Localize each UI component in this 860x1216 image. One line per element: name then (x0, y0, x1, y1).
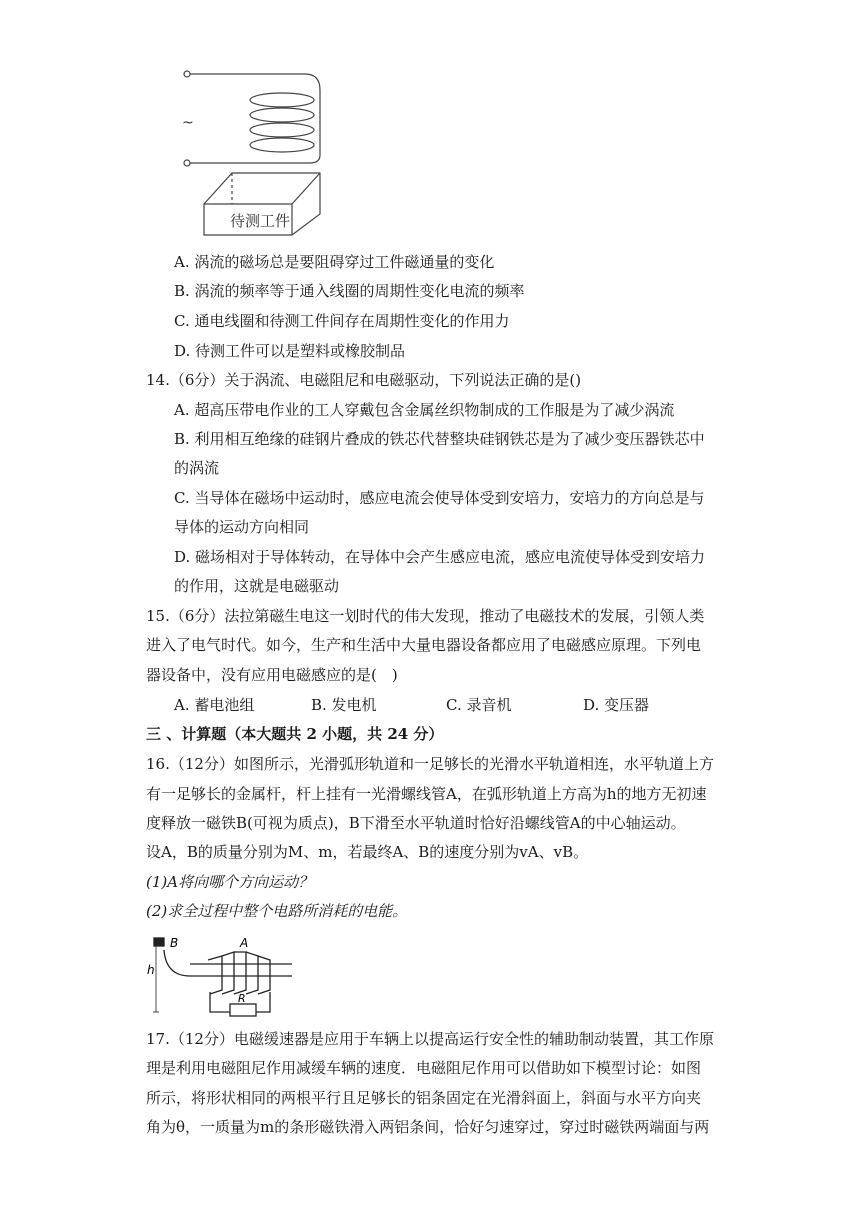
coil-workpiece-figure (170, 60, 340, 240)
q16-figure (146, 934, 296, 1020)
q13-option-a: A. 涡流的磁场总是要阻碍穿过工件磁通量的变化 (174, 253, 495, 271)
q13-option-b: B. 涡流的频率等于通入线圈的周期性变化电流的频率 (174, 282, 525, 300)
section-3-title: 三 、计算题（本大题共 2 小题，共 24 分） (146, 725, 444, 743)
q16-stem-line2: 有一足够长的金属杆，杆上挂有一光滑螺线管A，在弧形轨道上方高为h的地方无初速 (146, 785, 707, 803)
resistor-label-r: R (238, 992, 246, 1005)
q14-option-c-line2: 导体的运动方向相同 (174, 518, 310, 536)
q13-option-c: C. 通电线圈和待测工件间存在周期性变化的作用力 (174, 312, 510, 330)
q15-stem-line2: 进入了电气时代。如今，生产和生活中大量电器设备都应用了电磁感应原理。下列电 (146, 636, 702, 654)
q15-option-b: B. 发电机 (311, 696, 377, 714)
q16-stem-line4: 设A，B的质量分别为M、m，若最终A、B的速度分别为vA、vB。 (146, 843, 589, 861)
q14-option-b-line2: 的涡流 (174, 459, 220, 477)
q14-option-a: A. 超高压带电作业的工人穿戴包含金属丝织物制成的工作服是为了减少涡流 (174, 401, 675, 419)
q17-stem-line3: 所示，将形状相同的两根平行且足够长的铝条固定在光滑斜面上，斜面与水平方向夹 (146, 1089, 702, 1107)
q14-option-b-line1: B. 利用相互绝缘的硅钢片叠成的铁芯代替整块硅钢铁芯是为了减少变压器铁芯中 (174, 430, 705, 448)
magnet-label-b: B (170, 936, 179, 950)
q17-stem-line4: 角为θ，一质量为m的条形磁铁滑入两铝条间，恰好匀速穿过，穿过时磁铁两端面与两 (146, 1118, 710, 1136)
workpiece-label: 待测工件 (230, 212, 291, 230)
q15-stem-line3: 器设备中，没有应用电磁感应的是( ) (146, 666, 398, 684)
solenoid-label-a: A (240, 936, 249, 950)
q14-option-d-line1: D. 磁场相对于导体转动，在导体中会产生感应电流，感应电流使导体受到安培力 (174, 548, 706, 566)
ac-source-symbol: ~ (182, 115, 194, 131)
q16-part-1: (1)A将向哪个方向运动？ (146, 873, 314, 891)
q17-stem-line1: 17.（12分）电磁缓速器是应用于车辆上以提高运行安全性的辅助制动装置，其工作原 (146, 1030, 714, 1048)
height-label-h: h (147, 963, 155, 977)
q17-stem-line2: 理是利用电磁阻尼作用减缓车辆的速度．电磁阻尼作用可以借助如下模型讨论：如图 (146, 1059, 702, 1077)
q14-option-d-line2: 的作用，这就是电磁驱动 (174, 577, 340, 595)
q13-option-d: D. 待测工件可以是塑料或橡胶制品 (174, 342, 406, 360)
q15-option-a: A. 蓄电池组 (174, 696, 255, 714)
q15-stem-line1: 15.（6分）法拉第磁生电这一划时代的伟大发现，推动了电磁技术的发展，引领人类 (146, 607, 705, 625)
q15-option-d: D. 变压器 (583, 696, 650, 714)
q16-stem-line1: 16.（12分）如图所示，光滑弧形轨道和一足够长的光滑水平轨道相连，水平轨道上方 (146, 755, 714, 773)
q15-option-c: C. 录音机 (446, 696, 512, 714)
q14-option-c-line1: C. 当导体在磁场中运动时，感应电流会使导体受到安培力，安培力的方向总是与 (174, 489, 705, 507)
q16-part-2: (2)求全过程中整个电路所消耗的电能。 (146, 902, 408, 920)
q16-stem-line3: 度释放一磁铁B(可视为质点)，B下滑至水平轨道时恰好沿螺线管A的中心轴运动。 (146, 814, 686, 832)
q14-stem: 14.（6分）关于涡流、电磁阻尼和电磁驱动，下列说法正确的是() (146, 371, 582, 389)
